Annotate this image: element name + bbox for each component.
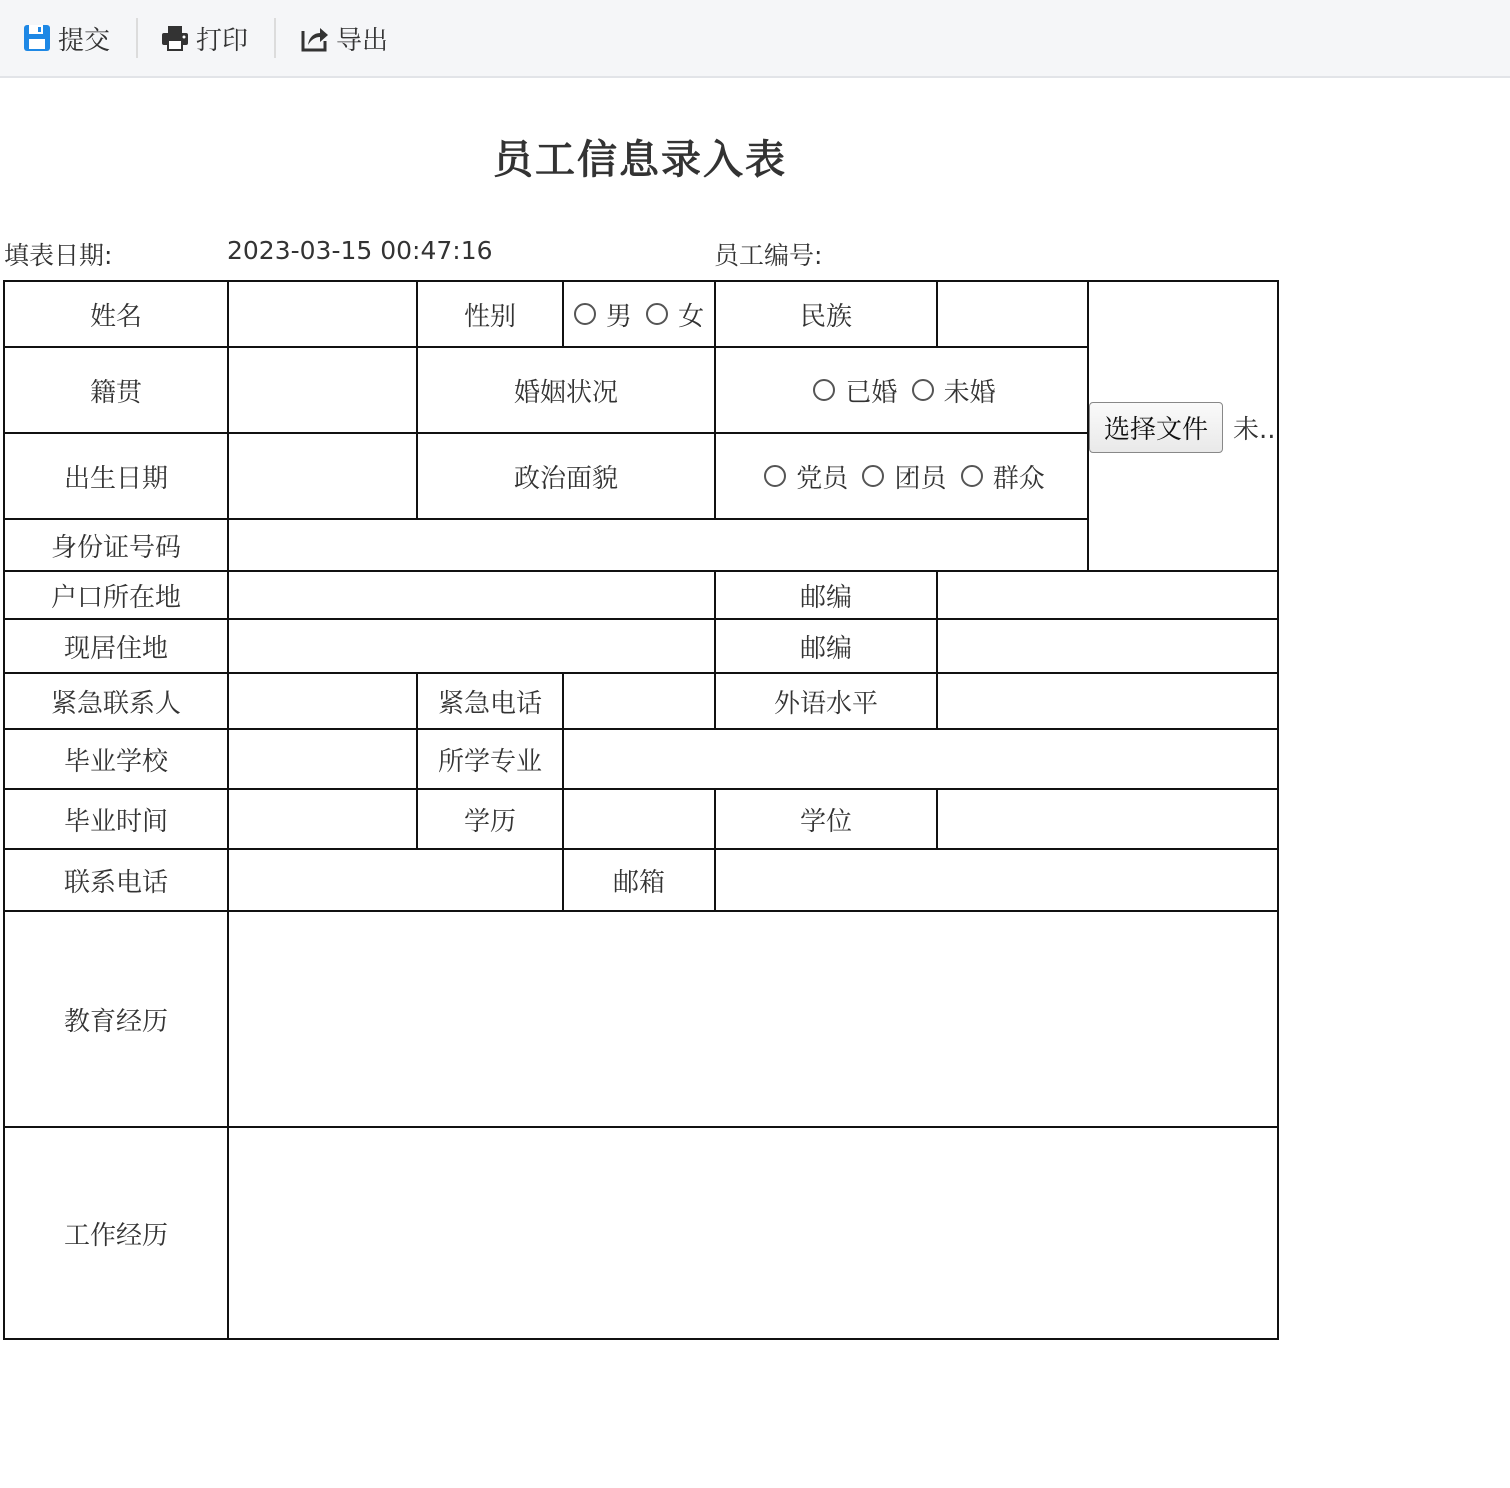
table-row bbox=[4, 519, 1278, 571]
gender-option-female[interactable] bbox=[640, 296, 704, 333]
choose-file-button[interactable]: 选择文件 bbox=[1089, 402, 1223, 453]
political-option-label: 党员 bbox=[796, 463, 849, 494]
fill-date-label: 填表日期: bbox=[4, 241, 113, 270]
work-history-input[interactable] bbox=[228, 1127, 1278, 1339]
phone-label: 联系电话 bbox=[4, 849, 228, 911]
marital-status-label: 婚姻状况 bbox=[417, 347, 715, 433]
print-label: 打印 bbox=[196, 25, 249, 56]
emergency-phone-label: 紧急电话 bbox=[417, 673, 563, 729]
birth-date-label: 出生日期 bbox=[4, 433, 228, 519]
education-history-input[interactable] bbox=[228, 911, 1278, 1127]
table-row bbox=[4, 433, 1278, 519]
emergency-contact-input[interactable] bbox=[228, 673, 417, 729]
foreign-language-label: 外语水平 bbox=[715, 673, 937, 729]
ethnicity-input[interactable] bbox=[937, 281, 1088, 347]
table-row bbox=[4, 281, 1278, 347]
radio-button[interactable] bbox=[813, 379, 835, 401]
export-button[interactable] bbox=[300, 18, 388, 58]
table-row bbox=[4, 849, 1278, 911]
email-label: 邮箱 bbox=[563, 849, 715, 911]
current-address-input[interactable] bbox=[228, 619, 715, 673]
degree-input[interactable] bbox=[937, 789, 1278, 849]
major-label: 所学专业 bbox=[417, 729, 563, 789]
education-history-label: 教育经历 bbox=[4, 911, 228, 1127]
export-icon bbox=[300, 23, 330, 53]
export-label: 导出 bbox=[336, 25, 389, 56]
employee-no-label: 员工编号: bbox=[714, 241, 823, 270]
employee-form-table bbox=[3, 280, 1279, 1340]
work-history-label: 工作经历 bbox=[4, 1127, 228, 1339]
toolbar bbox=[0, 0, 1510, 78]
radio-button[interactable] bbox=[961, 465, 983, 487]
political-option-label: 团员 bbox=[894, 463, 947, 494]
political-option-league[interactable] bbox=[856, 458, 946, 495]
household-address-label: 户口所在地 bbox=[4, 571, 228, 619]
page-title: 员工信息录入表 bbox=[493, 137, 787, 183]
fill-date-value: 2023-03-15 00:47:16 bbox=[227, 236, 493, 265]
table-row bbox=[4, 911, 1278, 1127]
submit-button[interactable] bbox=[22, 18, 110, 58]
gender-option-male[interactable] bbox=[574, 296, 632, 333]
table-row bbox=[4, 673, 1278, 729]
submit-label: 提交 bbox=[58, 25, 111, 56]
name-input[interactable] bbox=[228, 281, 417, 347]
native-place-input[interactable] bbox=[228, 347, 417, 433]
political-option-label: 群众 bbox=[992, 463, 1045, 494]
toolbar-divider bbox=[136, 18, 138, 58]
print-button[interactable] bbox=[160, 18, 248, 58]
marital-option-single[interactable] bbox=[906, 372, 996, 409]
political-radio-group bbox=[715, 433, 1088, 519]
id-number-label: 身份证号码 bbox=[4, 519, 228, 571]
radio-button[interactable] bbox=[574, 303, 596, 325]
marital-option-married[interactable] bbox=[807, 372, 897, 409]
gender-option-label: 女 bbox=[678, 301, 705, 332]
political-option-party[interactable] bbox=[758, 458, 848, 495]
table-row bbox=[4, 347, 1278, 433]
emergency-phone-input[interactable] bbox=[563, 673, 715, 729]
toolbar-divider bbox=[274, 18, 276, 58]
political-status-label: 政治面貌 bbox=[417, 433, 715, 519]
file-status-text: 未.. bbox=[1233, 415, 1276, 445]
marital-option-label: 未婚 bbox=[943, 377, 996, 408]
graduation-time-input[interactable] bbox=[228, 789, 417, 849]
marital-radio-group bbox=[715, 347, 1088, 433]
phone-input[interactable] bbox=[228, 849, 563, 911]
table-row bbox=[4, 571, 1278, 619]
household-address-input[interactable] bbox=[228, 571, 715, 619]
printer-icon bbox=[160, 23, 190, 53]
email-input[interactable] bbox=[715, 849, 1278, 911]
current-postcode-input[interactable] bbox=[937, 619, 1278, 673]
foreign-language-input[interactable] bbox=[937, 673, 1278, 729]
radio-button[interactable] bbox=[912, 379, 934, 401]
radio-button[interactable] bbox=[646, 303, 668, 325]
gender-option-label: 男 bbox=[605, 301, 632, 332]
current-address-label: 现居住地 bbox=[4, 619, 228, 673]
gender-label: 性别 bbox=[417, 281, 563, 347]
household-postcode-input[interactable] bbox=[937, 571, 1278, 619]
table-row bbox=[4, 1127, 1278, 1339]
table-row bbox=[4, 619, 1278, 673]
marital-option-label: 已婚 bbox=[845, 377, 898, 408]
graduate-school-input[interactable] bbox=[228, 729, 417, 789]
photo-upload-cell bbox=[1088, 281, 1278, 571]
ethnicity-label: 民族 bbox=[715, 281, 937, 347]
postcode-label: 邮编 bbox=[715, 619, 937, 673]
id-number-input[interactable] bbox=[228, 519, 1088, 571]
table-row bbox=[4, 789, 1278, 849]
education-label: 学历 bbox=[417, 789, 563, 849]
table-row bbox=[4, 729, 1278, 789]
major-input[interactable] bbox=[563, 729, 1278, 789]
save-icon bbox=[22, 23, 52, 53]
birth-date-input[interactable] bbox=[228, 433, 417, 519]
education-input[interactable] bbox=[563, 789, 715, 849]
emergency-contact-label: 紧急联系人 bbox=[4, 673, 228, 729]
gender-radio-group bbox=[563, 281, 715, 347]
political-option-masses[interactable] bbox=[955, 458, 1045, 495]
radio-button[interactable] bbox=[862, 465, 884, 487]
radio-button[interactable] bbox=[764, 465, 786, 487]
graduation-time-label: 毕业时间 bbox=[4, 789, 228, 849]
file-upload bbox=[1089, 402, 1276, 453]
postcode-label: 邮编 bbox=[715, 571, 937, 619]
native-place-label: 籍贯 bbox=[4, 347, 228, 433]
graduate-school-label: 毕业学校 bbox=[4, 729, 228, 789]
name-label: 姓名 bbox=[4, 281, 228, 347]
degree-label: 学位 bbox=[715, 789, 937, 849]
